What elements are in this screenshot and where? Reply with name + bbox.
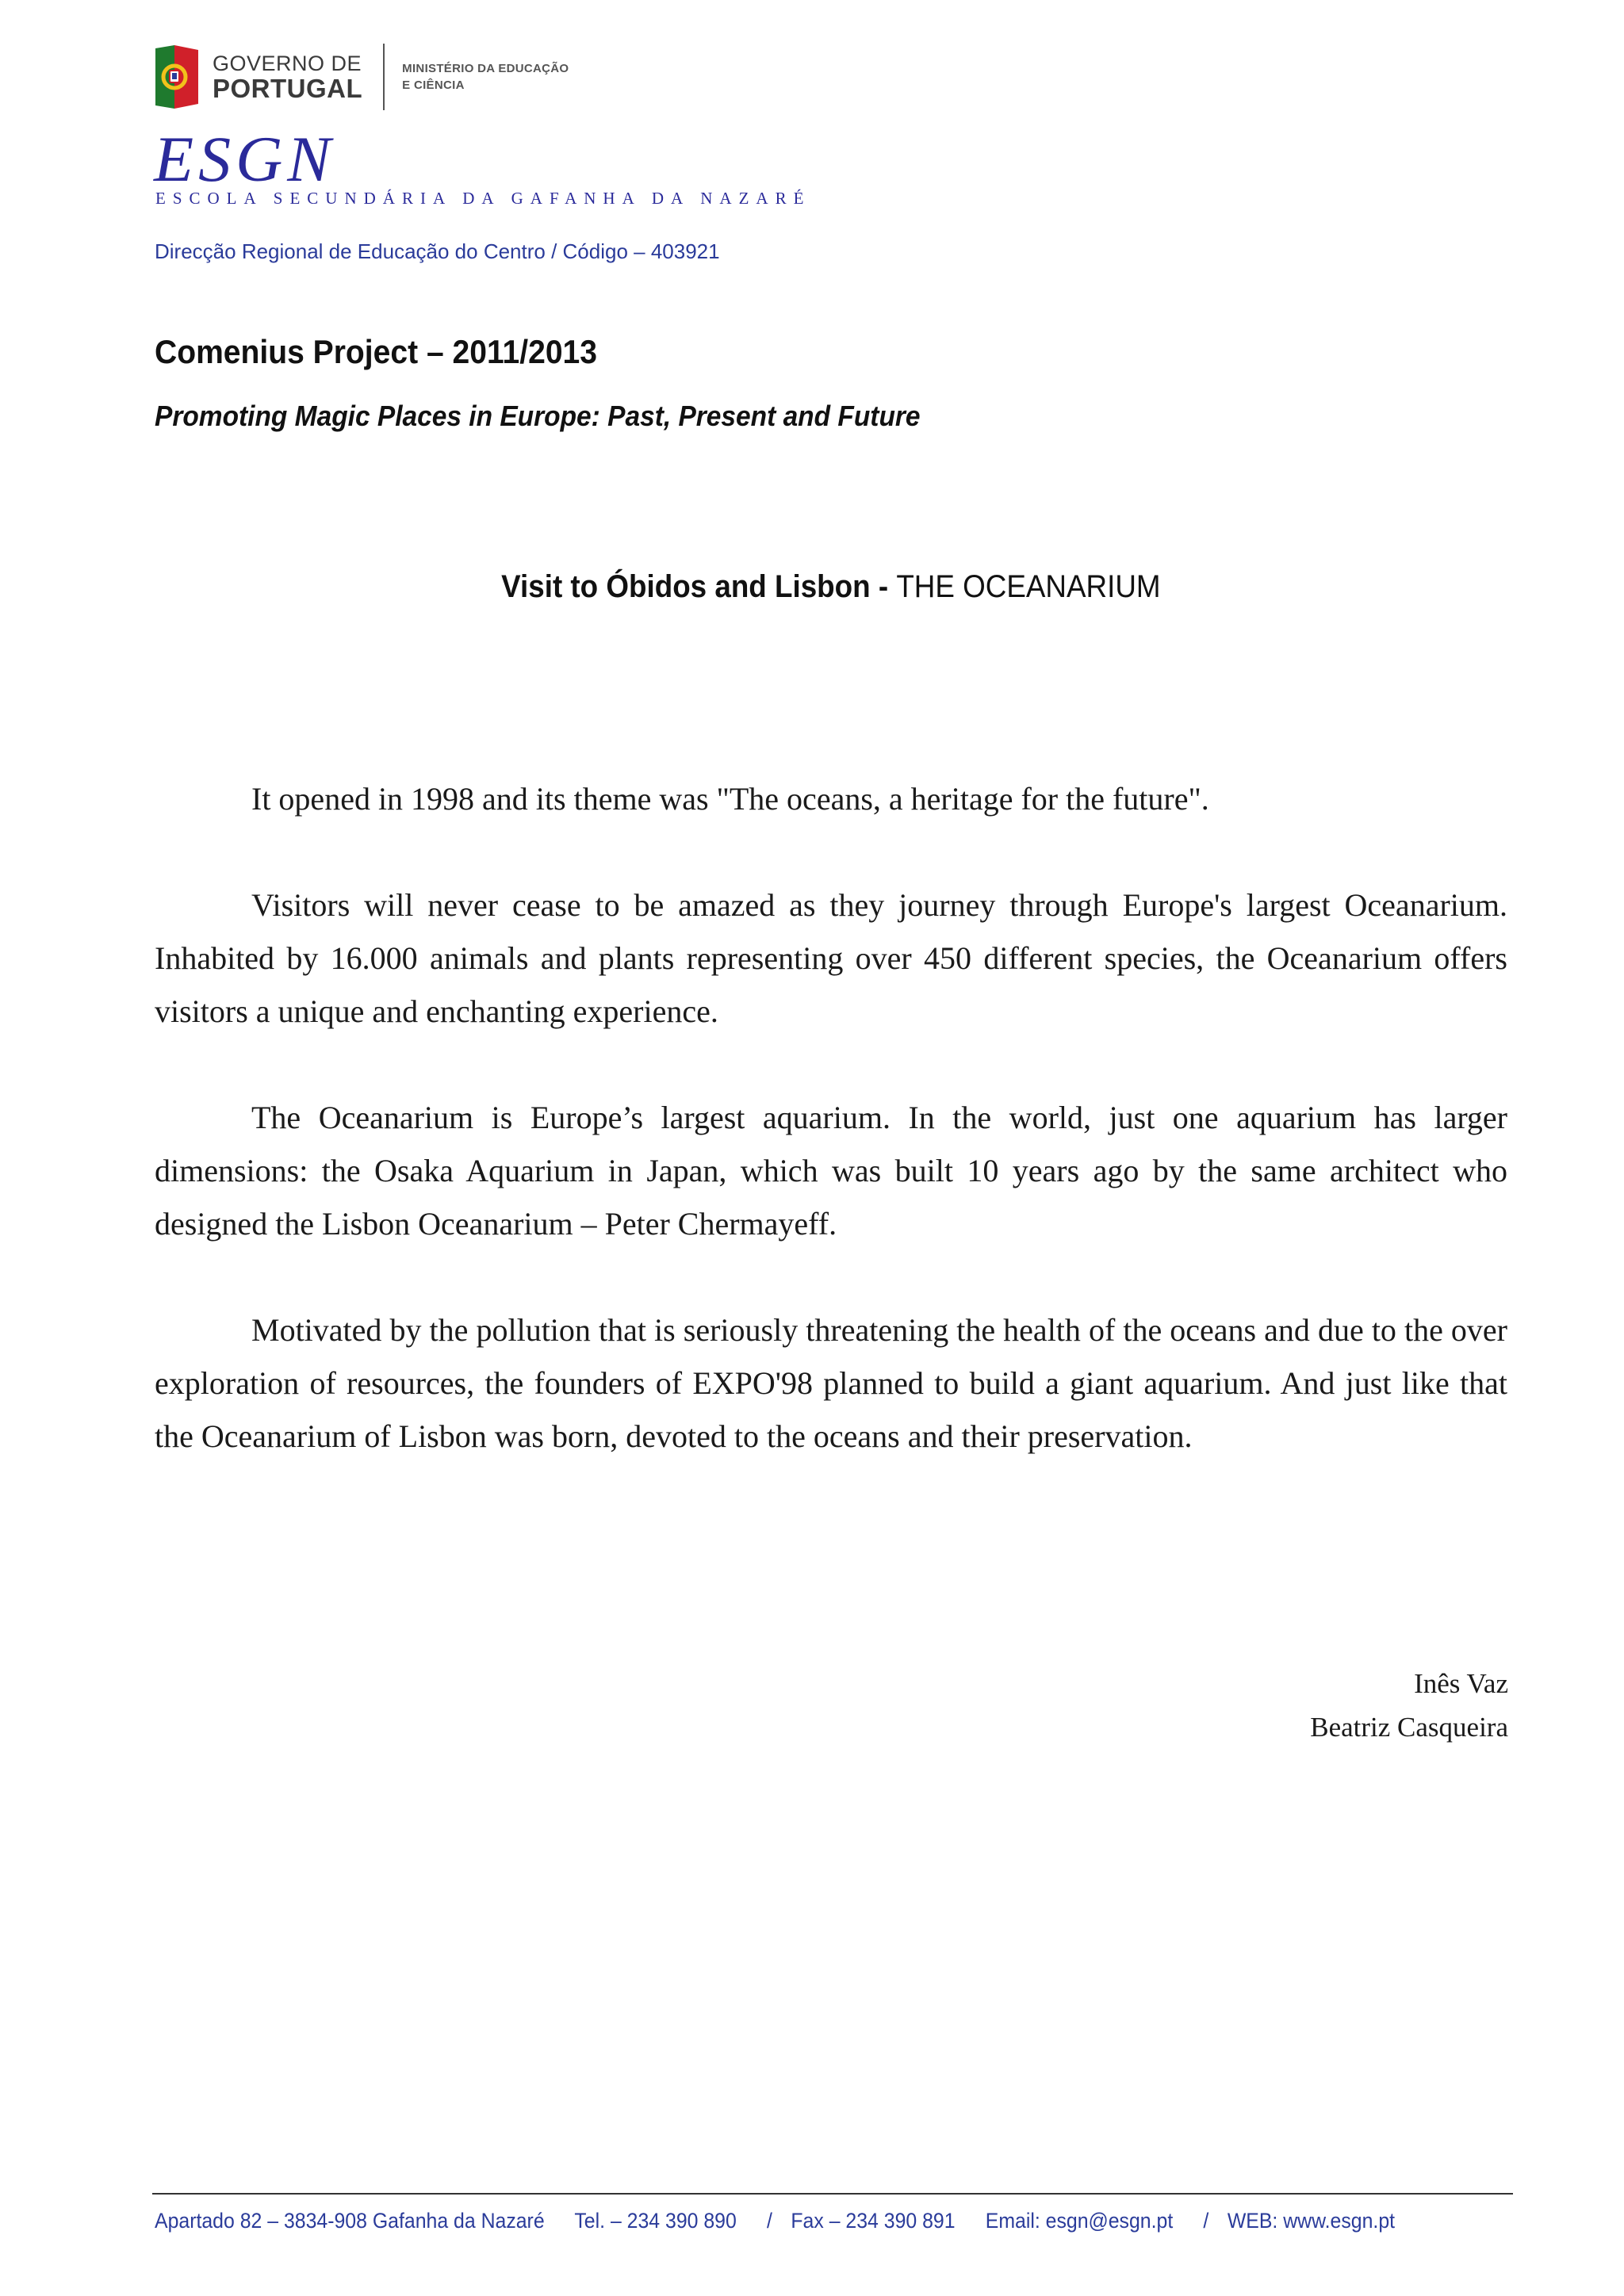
footer-web[interactable]: WEB: www.esgn.pt (1227, 2209, 1396, 2233)
paragraph: Motivated by the pollution that is seriously threatening the health of the oceans and due to the over exploration of resources, the founders of EXPO'98 planned to build a giant aquarium. And just like that the Oceanarium of Lisbon was born, devoted to the oceans and their preservation. (155, 1312, 1507, 1454)
paragraph: The Oceanarium is Europe’s largest aquarium. In the world, just one aquarium has larger dimensions: the Osaka Aquarium in Japan, which was built 10 years ago by the same architect who designed the Lisbon Oceanarium – Peter Chermayeff. (155, 1100, 1507, 1242)
footer-address: Apartado 82 – 3834-908 Gafanha da Nazaré (155, 2209, 545, 2233)
project-subtitle: Promoting Magic Places in Europe: Past, Present and Future (155, 400, 921, 432)
portugal-flag-emblem-icon (152, 44, 200, 110)
footer-tel: Tel. – 234 390 890 (574, 2209, 737, 2233)
esgn-logo-wordmark: ESGN (154, 127, 335, 195)
ministry-line2: E CIÊNCIA (402, 78, 465, 92)
government-line1: GOVERNO DE (213, 52, 362, 75)
government-wordmark (213, 52, 362, 102)
ministry-line1: MINISTÉRIO DA EDUCAÇÃO (402, 62, 569, 75)
visit-heading-bold: Visit to Óbidos and Lisbon - (501, 569, 897, 604)
footer-contact (155, 2209, 1419, 2233)
header-divider (383, 44, 385, 110)
government-line2: PORTUGAL (213, 74, 363, 103)
footer-separator: / (1203, 2209, 1209, 2233)
footer-separator: / (766, 2209, 772, 2233)
footer-email[interactable]: Email: esgn@esgn.pt (985, 2209, 1174, 2233)
visit-heading-normal: THE OCEANARIUM (896, 569, 1161, 604)
signature-block (1310, 1662, 1508, 1749)
author-name: Beatriz Casqueira (1310, 1712, 1508, 1743)
region-code-line: Direcção Regional de Educação do Centro / Código – 403921 (155, 239, 720, 263)
footer-divider (152, 2193, 1513, 2195)
project-title: Comenius Project – 2011/2013 (155, 333, 597, 370)
paragraph: It opened in 1998 and its theme was "The oceans, a heritage for the future". (251, 781, 1209, 817)
article-body (155, 772, 1507, 1516)
paragraph: Visitors will never cease to be amazed as they journey through Europe's largest Oceanarium. Inhabited by 16.000 animals and plants representing over 450 different species, the Oceanarium offers visitors a unique and enchanting experience. (155, 887, 1507, 1029)
footer-fax: Fax – 234 390 891 (791, 2209, 956, 2233)
visit-heading (0, 569, 1624, 605)
ministry-name (402, 60, 569, 94)
school-name: ESCOLA SECUNDÁRIA DA GAFANHA DA NAZARÉ (155, 189, 811, 208)
government-logo-block (152, 41, 569, 113)
author-name: Inês Vaz (1414, 1668, 1508, 1699)
